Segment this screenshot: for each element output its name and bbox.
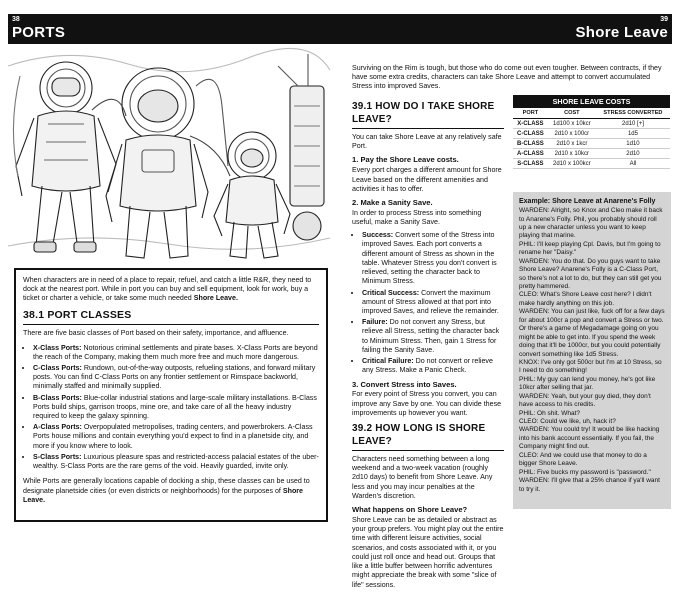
dialogue-line: CLEO: Could we like, uh, hack it? <box>519 418 616 426</box>
table-cell: C-CLASS <box>513 129 548 139</box>
port-classes-box <box>14 268 328 522</box>
section1-intro: You can take Shore Leave at any relatively safe Port. <box>352 133 502 151</box>
table-cell: 2d10 x 10kcr <box>548 149 596 159</box>
shore-leave-intro: Surviving on the Rim is tough, but those who do come out even tougher. Between contracts, if they have some extra credits, characters can take Shore Leave and attempt to convert accumulated Stress into improved Saves. <box>352 64 662 91</box>
table-cell: 2d10 x 100cr <box>548 129 596 139</box>
step2-text: In order to process Stress into something useful, make a Sanity Save. <box>352 208 482 227</box>
how-long-heading: 39.2 HOW LONG IS SHORE LEAVE? <box>352 422 504 451</box>
class-name: B-Class Ports: <box>33 393 82 402</box>
list-item <box>33 423 319 451</box>
list-item <box>33 453 319 471</box>
left-page-number: 38 <box>12 16 20 23</box>
port-classes-heading: 38.1 PORT CLASSES <box>23 309 319 326</box>
dialogue-line: PHIL: Five bucks my password is "password." <box>519 468 651 476</box>
left-page-title: PORTS <box>12 24 66 41</box>
dialogue-line: PHIL: My guy can lend you money, he's got like 10kcr after selling that jar. <box>519 375 656 392</box>
ports-closing-text: While Ports are generally locations capable of docking a ship, these classes can be used to designate planetside cities (or even districts or neighborhoods) for the purposes of <box>23 477 310 495</box>
right-page-title: Shore Leave <box>575 24 668 41</box>
class-name: S-Class Ports: <box>33 452 82 461</box>
class-description: Notorious criminal settlements and pirate bases. X-Class Ports are beyond the reach of the Company, making them much more free and much more dangerous. <box>33 343 318 361</box>
table-cell: 1d5 <box>596 129 670 139</box>
ports-intro-paragraph <box>23 276 319 304</box>
costs-table <box>513 108 670 169</box>
table-cell: 2d10 <box>596 149 670 159</box>
class-description: Rundown, out-of-the-way outposts, refueling stations, and forward military posts. You can find C-Class Ports on any frontier settlement or Rimspace backworld, minimally staffed and minimally supplied. <box>33 363 316 391</box>
port-classes-intro: There are five basic classes of Port based on their safety, importance, and affluence. <box>23 329 289 338</box>
table-cell: A-CLASS <box>513 149 548 159</box>
list-item <box>362 231 504 286</box>
step3-title: 3. Convert Stress into Saves. <box>352 379 457 389</box>
sidebar-title: Example: Shore Leave at Anarene's Folly <box>519 198 656 205</box>
port-classes-list <box>33 344 319 472</box>
example-sidebar <box>513 192 671 509</box>
list-item <box>33 394 319 422</box>
right-page-header <box>318 14 672 44</box>
table-cell: B-CLASS <box>513 139 548 149</box>
class-description: Overpopulated metropolises, trading centers, and powerbrokers. A-Class Ports house millions and contain everything you'd expect to find in a planetside city, and more if you know where to look. <box>33 423 313 450</box>
outcome-name: Critical Failure: <box>362 357 414 366</box>
dialogue-line: PHIL: Oh shit. What? <box>519 409 581 417</box>
list-item <box>33 344 319 362</box>
table-caption: SHORE LEAVE COSTS <box>513 95 670 108</box>
what-happens-text: Shore Leave can be as detailed or abstract as your group prefers. You might play out the entire time with different leisure activities, social scenarios, and costs associated with it, or you could just roll once and head out. Groups that like a little buffer between horrific adventures might appreciate the break with some "slice of life" sessions. <box>352 516 504 589</box>
step2-title: 2. Make a Sanity Save. <box>352 197 433 207</box>
column-header-stress: STRESS CONVERTED <box>596 108 670 119</box>
table-row <box>513 149 670 159</box>
ports-closing-paragraph <box>23 477 319 505</box>
step3-text: For every point of Stress you convert, you can improve any Save by one. You can divide these improvements up however you want. <box>352 390 502 417</box>
class-name: A-Class Ports: <box>33 423 82 432</box>
outcome-name: Critical Success: <box>362 288 420 297</box>
table-cell: 1d10 <box>596 139 670 149</box>
how-to-take-shore-leave-heading: 39.1 HOW DO I TAKE SHORE LEAVE? <box>352 100 504 129</box>
table-row <box>513 139 670 149</box>
dialogue-line: KNOX: I've only got 500cr but I'm at 10 Stress, so I need to do something! <box>519 358 662 375</box>
dialogue-line: PHIL: I'll keep playing Cpl. Davis, but I'm going to rename her "Daisy." <box>519 240 661 257</box>
shore-leave-costs-table <box>513 95 670 169</box>
table-cell: 2d10 x 1kcr <box>548 139 596 149</box>
dialogue-line: WARDEN: You can just like, fuck off for a few days for about 100cr a pop and convert a Stress or two. Or there's a game of Megadamage going on you might be able to get into. If you spend the week doing that it'll be 1000cr, but you could potentially convert something like 1d5 Stress. <box>519 308 665 358</box>
dialogue-line: CLEO: What's Shore Leave cost here? I didn't make hardly anything on this job. <box>519 291 652 307</box>
outcome-name: Failure: <box>362 318 388 327</box>
table-row <box>513 129 670 139</box>
outcome-text: Do not convert or relieve any Stress. Make a Panic Check. <box>362 357 493 375</box>
dialogue-line: WARDEN: I'll give that a 25% chance if ya'll want to try it. <box>519 477 660 493</box>
sanity-save-outcomes <box>362 231 504 375</box>
class-description: Luxurious pleasure spas and restricted-access palacial estates of the uber-wealthy. S-Class Ports are the rare gems of the void. Heavily guarded, invite only. <box>33 452 319 471</box>
step1-title: 1. Pay the Shore Leave costs. <box>352 155 459 165</box>
astronauts-illustration <box>8 46 330 268</box>
ports-intro-bold: Shore Leave. <box>193 294 238 303</box>
outcome-text: Convert the maximum amount of Stress allowed at that port into improved Saves, and relieve the remainder. <box>362 288 499 315</box>
table-row <box>513 159 670 169</box>
left-page-header <box>8 14 328 44</box>
dialogue-line: WARDEN: Alright, so Knox and Cleo make it back to Anarene's Folly. Phil, you probably should roll up a new character unless you want to keep playing that marine. <box>519 207 663 240</box>
dialogue-line: CLEO: And we could use that money to do a bigger Shore Leave. <box>519 451 647 468</box>
table-header-row <box>513 108 670 119</box>
outcome-text: Do not convert any Stress, but relieve all Stress, setting the character back to Minimum Stress. Then, gain 1 Stress for failing the Sanity Save. <box>362 318 500 354</box>
table-cell: 2d10 x 100kcr <box>548 159 596 169</box>
list-item <box>33 364 319 392</box>
column-header-cost: COST <box>548 108 596 119</box>
list-item <box>362 289 504 317</box>
table-cell: All <box>596 159 670 169</box>
dialogue-line: WARDEN: You do that. Do you guys want to take Shore Leave? Anarene's Folly is a C-Class Port, so there's not a lot to do, but they can still get you pretty hammered. <box>519 257 662 291</box>
outcome-name: Success: <box>362 231 394 240</box>
list-item <box>362 318 504 355</box>
section2-text: Characters need something between a long weekend and a two-week vacation (roughly 2d10 days) to benefit from Shore Leave. Any less and you may incur penalties at the Warden's discretion. <box>352 455 493 500</box>
table-cell: X-CLASS <box>513 119 548 129</box>
column-header-port: PORT <box>513 108 548 119</box>
dialogue-line: WARDEN: Yeah, but your guy died, they don't have access to his credits. <box>519 392 651 409</box>
step1-text: Every port charges a different amount for Shore Leave based on the different amenities and activities it has to offer. <box>352 166 502 193</box>
table-cell: 1d100 x 10kcr <box>548 119 596 129</box>
table-cell: S-CLASS <box>513 159 548 169</box>
ports-intro-text: When characters are in need of a place to repair, refuel, and catch a little R&R, they need to dock at the nearest port. While in port you can buy and sell equipment, look for work, buy a ticket or charter a vehicle, or take some much needed <box>23 276 312 303</box>
ports-closing-bold: Shore Leave. <box>23 486 303 504</box>
dialogue-line: WARDEN: You could try! It would be like hacking into his bank account essentially. If you fail, the Company might find out. <box>519 426 660 451</box>
table-row <box>513 119 670 129</box>
class-name: X-Class Ports: <box>33 343 82 352</box>
right-page-number: 39 <box>660 16 668 23</box>
table-cell: 2d10 [+] <box>596 119 670 129</box>
what-happens-heading: What happens on Shore Leave? <box>352 505 468 515</box>
class-description: Blue-collar industrial stations and large-scale military installations. B-Class Ports build ships, garrison troops, mine ore, and take care of all the heavy industry required to keep the galaxy spinning. <box>33 393 317 421</box>
outcome-text: Convert some of the Stress into improved Saves. Each port converts a different amount of Stress as shown in the table. Whatever Stress you don't convert is relieved, setting the character back to Minimum Stress. <box>362 231 497 286</box>
class-name: C-Class Ports: <box>33 363 82 372</box>
shore-leave-main-column <box>352 96 504 594</box>
list-item <box>362 357 504 375</box>
